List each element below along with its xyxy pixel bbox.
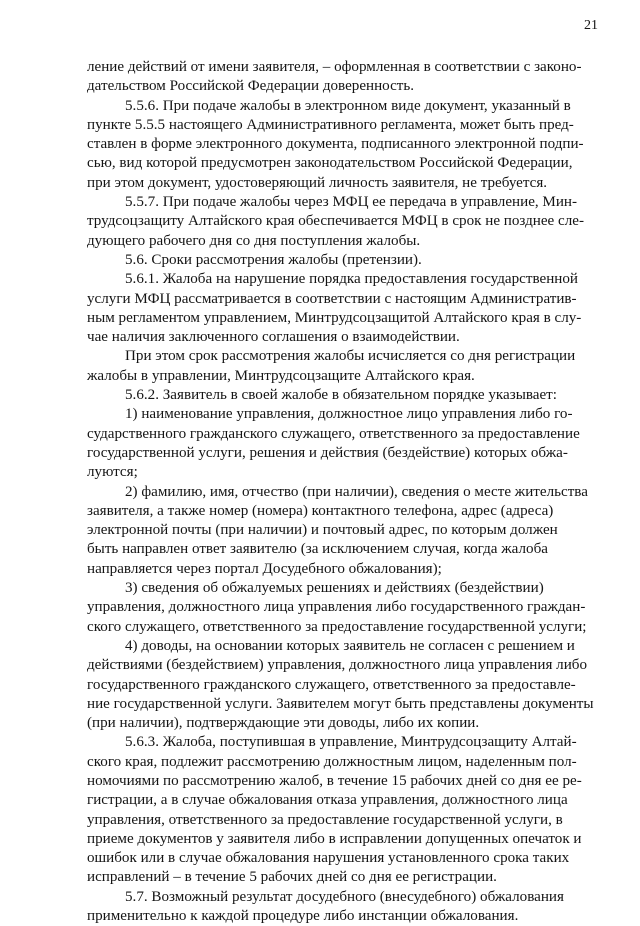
page-number: 21 [584, 18, 598, 33]
paragraph-continuation: ление действий от имени заявителя, – оформленная в соответствии с законо- дательством Российской Федерации доверенность. [87, 59, 582, 95]
paragraph-5-6-2: 5.6.2. Заявитель в своей жалобе в обязательном порядке указывает: [125, 387, 557, 404]
paragraph-review-term: При этом срок рассмотрения жалобы исчисляется со дня регистрации жалобы в управлении, Минтрудсоцзащите Алтайского края. [87, 348, 576, 384]
document-body [87, 58, 602, 926]
list-item-1: 1) наименование управления, должностное лицо управления либо го- сударственного гражданского служащего, ответственного за предоставление государственной услуги, решения и действия (бездействие) которых обжа- луются; [87, 406, 580, 481]
list-item-4: 4) доводы, на основании которых заявитель не согласен с решением и действиями (бездействием) управления, должностного лица управления либо государственного гражданского служащего, ответственного за предоставле- ние государственной услуги. Заявителем могут быть представлены документы (при наличии), подтверждающие эти доводы, либо их копии. [87, 637, 594, 732]
list-item-3: 3) сведения об обжалуемых решениях и действиях (бездействии) управления, должностного лица управления либо государственного граждан- ского служащего, ответственного за предоставление государственной услуги; [87, 580, 587, 635]
paragraph-5-5-7: 5.5.7. При подаче жалобы через МФЦ ее передача в управление, Мин- трудсоцзащиту Алтайского края обеспечивается МФЦ в срок не позднее сле- дующего рабочего дня со дня поступления жалобы. [87, 194, 584, 249]
paragraph-5-6-1: 5.6.1. Жалоба на нарушение порядка предоставления государственной услуги МФЦ рассматривается в соответствии с настоящим Административ- ным регламентом управлением, Минтрудсоцзащитой Алтайского края в слу- чае наличия заключенного соглашения о взаимодействии. [87, 271, 582, 346]
paragraph-5-7: 5.7. Возможный результат досудебного (внесудебного) обжалования применительно к каждой процедуре либо инстанции обжалования. [87, 888, 564, 925]
heading-5-6: 5.6. Сроки рассмотрения жалобы (претензии). [125, 251, 422, 268]
list-item-2: 2) фамилию, имя, отчество (при наличии), сведения о месте жительства заявителя, а также номер (номера) контактного телефона, адрес (адреса) электронной почты (при наличии) и почтовый адрес, по которым должен быть направлен ответ заявителю (за исключением случая, когда жалоба направляется через портал Досудебного обжалования); [87, 483, 588, 577]
paragraph-5-5-6: 5.5.6. При подаче жалобы в электронном виде документ, указанный в пункте 5.5.5 настоящего Административного регламента, может быть пред- ставлен в форме электронного документа, подписанного электронной подпи- сью, вид которой предусмотрен законодательством Российской Федерации, при этом документ, удостоверяющий личность заявителя, не требуется. [87, 97, 584, 191]
paragraph-5-6-3: 5.6.3. Жалоба, поступившая в управление, Минтрудсоцзащиту Алтай- ского края, подлежит рассмотрению должностным лицом, наделенным пол- номочиями по рассмотрению жалоб, в течение 15 рабочих дней со дня ее ре- гистрации, а в случае обжалования отказа управления, должностного лица управления, ответственного за предоставление государственной услуги, в приеме документов у заявителя либо в исправлении допущенных опечаток и ошибок или в случае обжалования нарушения установленного срока таких исправлений – в течение 5 рабочих дней со дня ее регистрации. [87, 734, 582, 886]
